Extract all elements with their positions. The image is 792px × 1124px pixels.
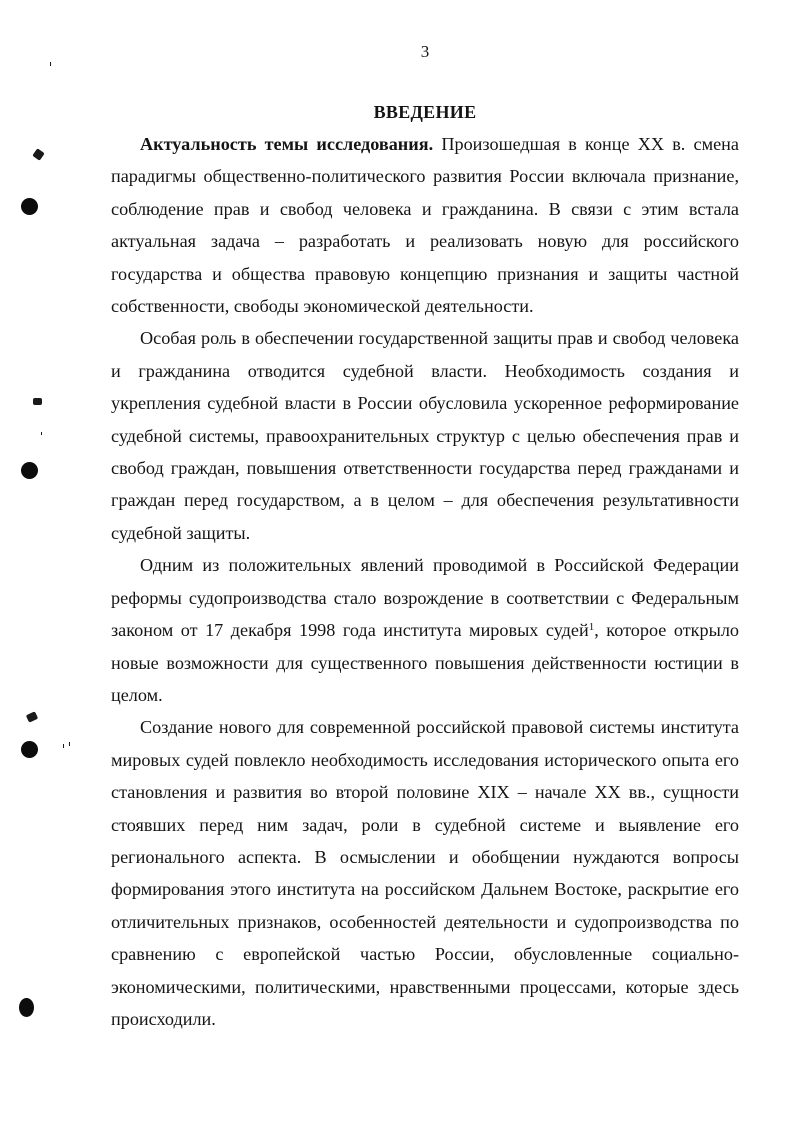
binder-hole: [21, 198, 38, 215]
binder-hole: [19, 998, 34, 1017]
page-number: 3: [420, 42, 430, 61]
scan-speck: [32, 148, 45, 161]
scan-speck: [50, 62, 51, 66]
paragraph-text: Произошедшая в конце XX в. смена парадигмы общественно-политического развития России включала признание, соблюдение прав и свобод человека и гражданина. В связи с этим встала актуальная задача – разработать и реализовать новую для российского государства и общества правовую концепцию признания и защиты частной собственности, свободы экономической деятельности.: [111, 134, 739, 317]
paragraph-judicial-power: Особая роль в обеспечении государственной защиты прав и свобод человека и гражданина отводится судебной власти. Необходимость создания и укрепления судебной власти в России обусловила ускоренное реформирование судебной системы, правоохранительных структур с целью обеспечения прав и свобод граждан, повышения ответственности государства перед гражданами и граждан перед государством, а в целом – для обеспечения результативности судебной защиты.: [111, 328, 739, 543]
document-body: [111, 128, 739, 1035]
page-title: ВВЕДЕНИЕ: [373, 102, 477, 122]
paragraph-research-need: Создание нового для современной российской правовой системы института мировых судей повлекло необходимость исследования исторического опыта его становления и развития во второй половине XIX – начале XX вв., сущности стоявших перед ним задач, роли в судебной системе и выявление его регионального аспекта. В осмыслении и обобщении нуждаются вопросы формирования этого института на российском Дальнем Востоке, раскрытие его отличительных признаков, особенностей деятельности и судопроизводства по сравнению с европейской частью России, обусловленные социально-экономическими, политическими, нравственными процессами, которые здесь происходили.: [111, 717, 739, 1029]
scan-speck: [63, 744, 64, 748]
paragraph-reform: [111, 549, 739, 711]
paragraph-text: , которое открыло новые возможности для существенного повышения действенности юстиции в целом.: [111, 620, 739, 705]
scan-speck: [69, 742, 70, 746]
scan-speck: [41, 432, 42, 435]
scan-speck: [33, 398, 42, 405]
binder-hole: [21, 462, 38, 479]
footnote-reference[interactable]: 1: [588, 621, 595, 634]
paragraph-lead: Актуальность темы исследования.: [140, 134, 434, 154]
paragraph-text: Одним из положительных явлений проводимой в Российской Федерации реформы судопроизводства стало возрождение в соответствии с Федеральным законом от 17 декабря 1998 года института мировых судей: [111, 555, 739, 641]
binder-hole: [21, 741, 38, 758]
paragraph-relevance: [111, 128, 739, 322]
scan-speck: [26, 711, 38, 722]
